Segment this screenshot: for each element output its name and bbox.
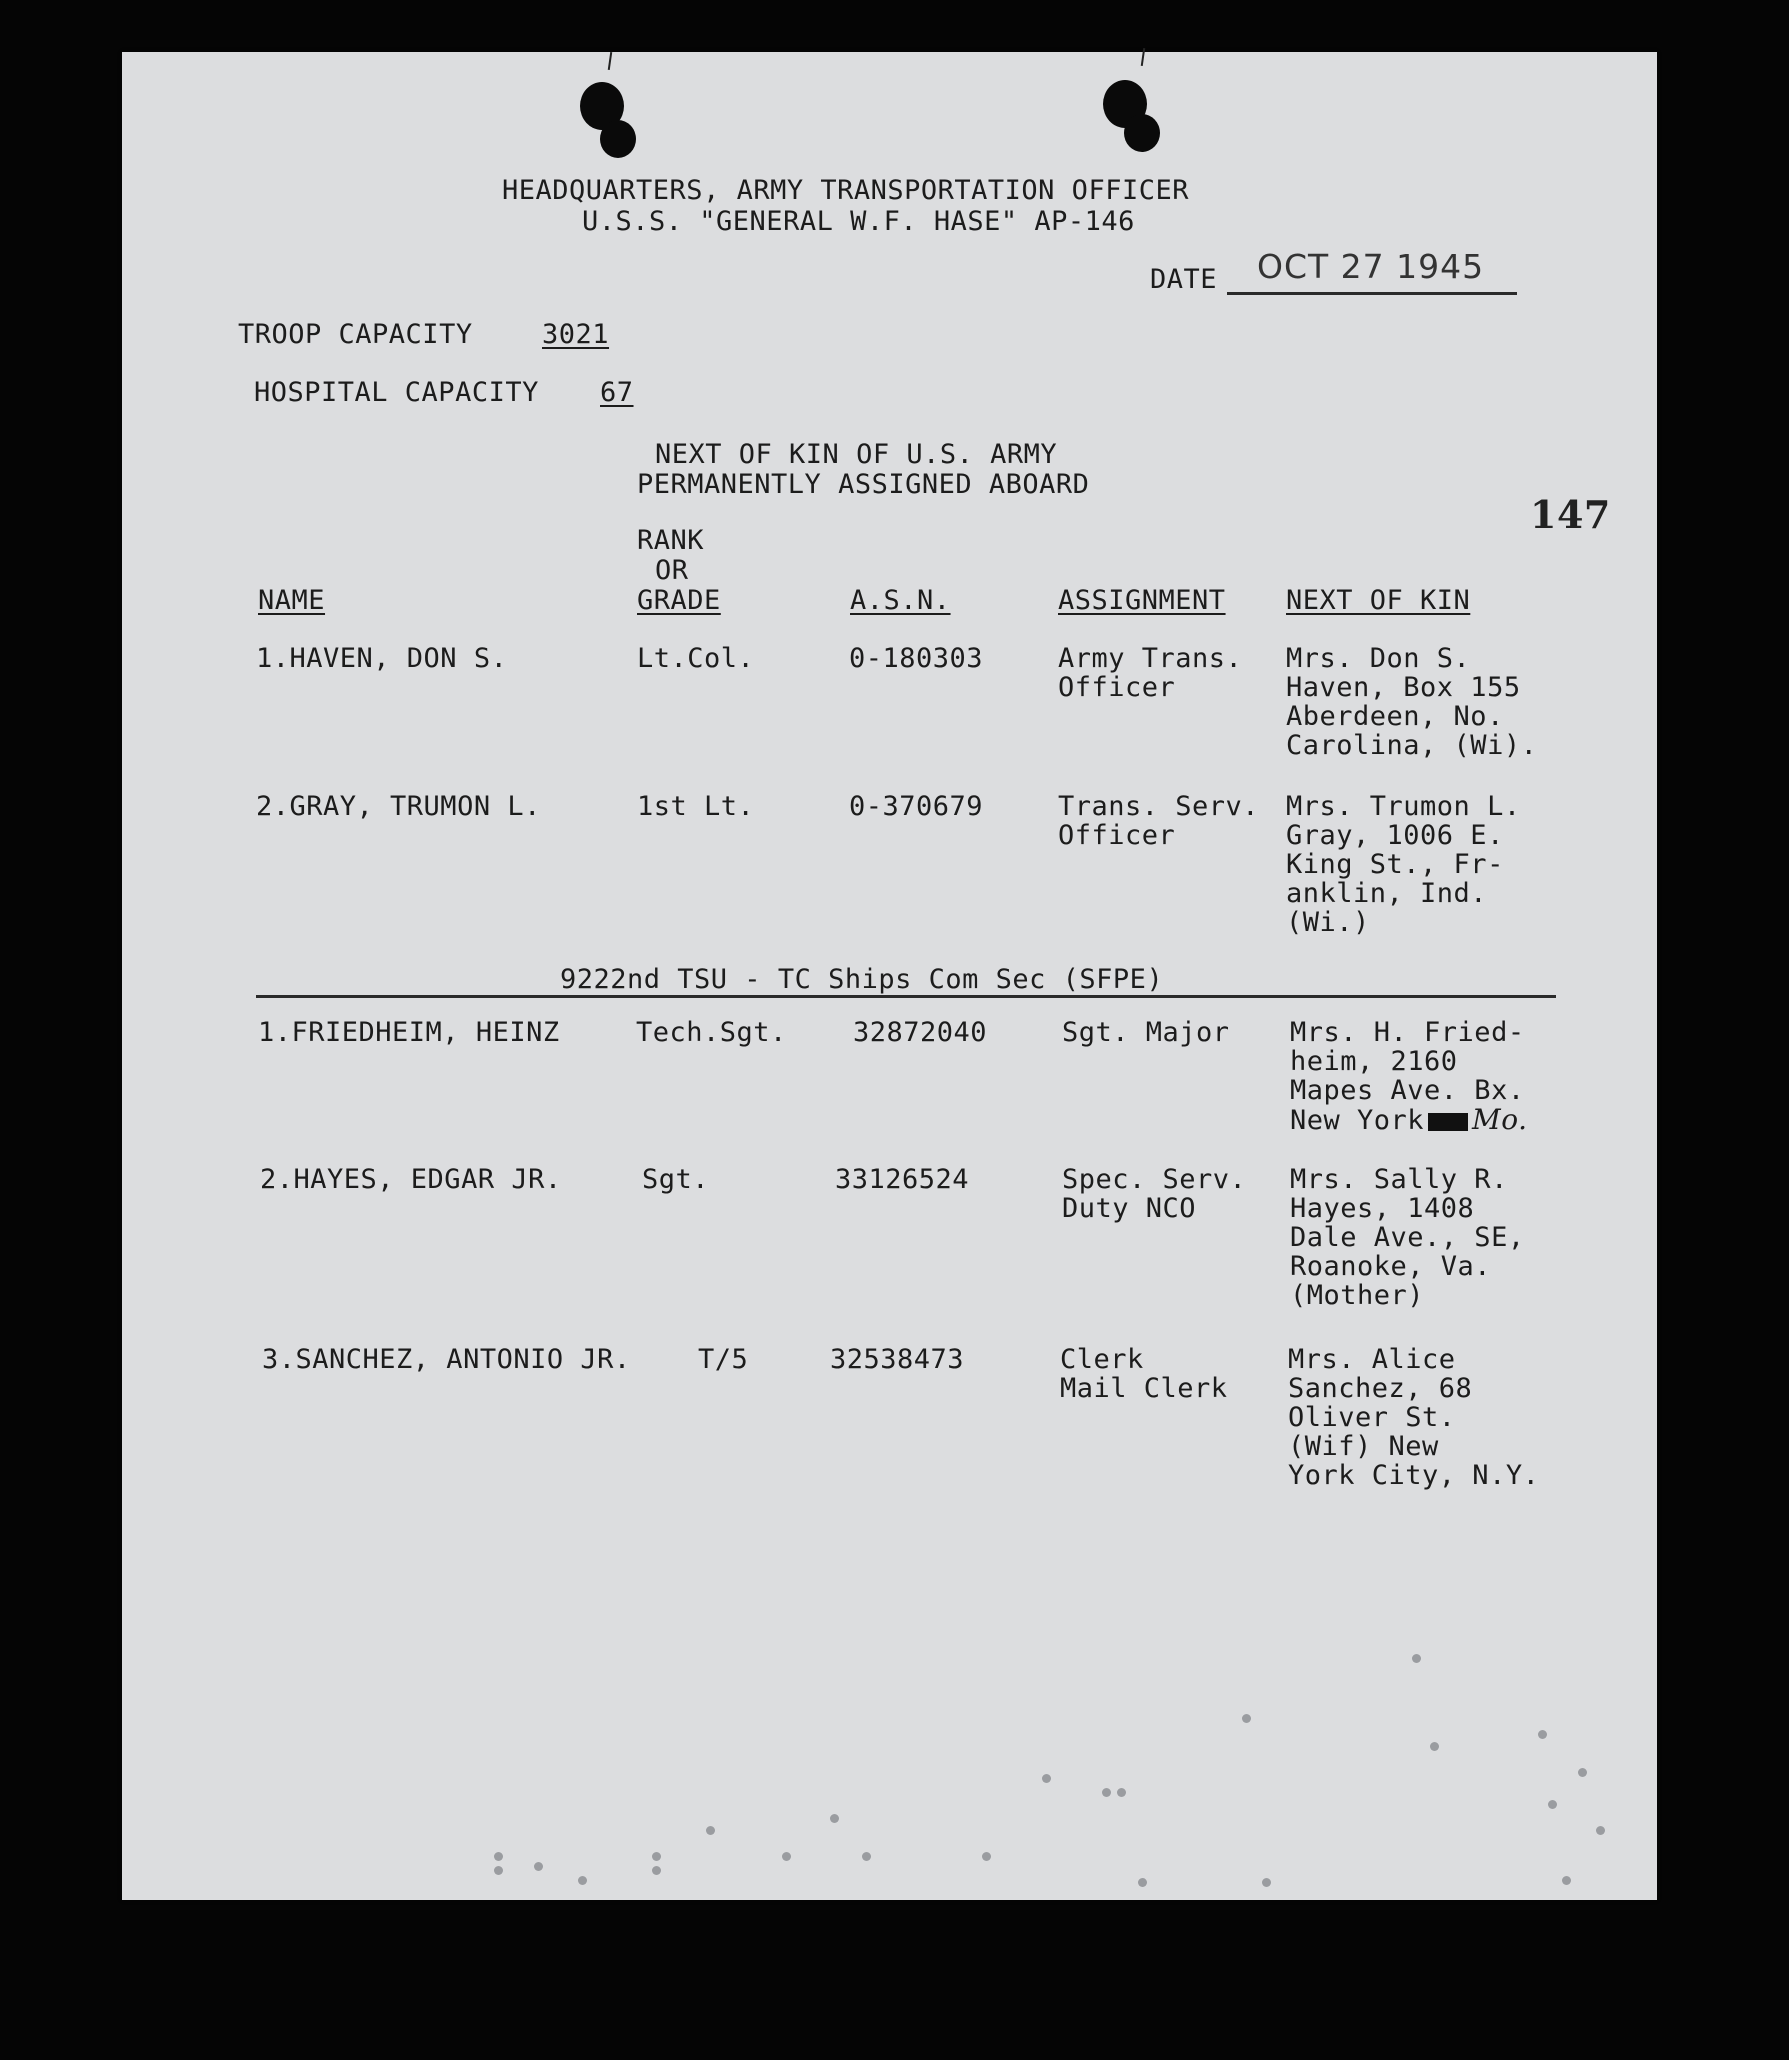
header-line-1: HEADQUARTERS, ARMY TRANSPORTATION OFFICER — [502, 175, 1189, 206]
kin-line: Oliver St. — [1288, 1402, 1456, 1433]
kin-line: Sanchez, 68 — [1288, 1373, 1473, 1404]
section-divider-label: 9222nd TSU - TC Ships Com Sec (SFPE) — [560, 964, 1164, 995]
assignment-line: Spec. Serv. — [1062, 1164, 1247, 1195]
col-name: NAME — [258, 585, 326, 616]
scan-speck — [830, 1814, 839, 1823]
scan-speck — [1262, 1878, 1271, 1887]
assignment-line: Duty NCO — [1062, 1193, 1197, 1224]
scan-speck — [1548, 1800, 1557, 1809]
row-next-of-kin — [1290, 1165, 1525, 1310]
kin-line: Gray, 1006 E. — [1286, 820, 1504, 851]
scan-speck — [652, 1866, 661, 1875]
row-asn: 0-370679 — [849, 791, 984, 822]
row-name: 1.HAVEN, DON S. — [256, 643, 508, 674]
scan-speck — [1412, 1654, 1421, 1663]
row-next-of-kin — [1290, 1018, 1527, 1135]
punch-hole — [1124, 114, 1160, 152]
row-assignment — [1062, 1165, 1246, 1223]
col-assignment: ASSIGNMENT — [1058, 585, 1226, 616]
kin-line: Hayes, 1408 — [1290, 1193, 1475, 1224]
assignment-line: Sgt. Major — [1062, 1017, 1230, 1048]
row-name: 2.GRAY, TRUMON L. — [256, 791, 541, 822]
scan-speck — [1596, 1826, 1605, 1835]
row-rank: Sgt. — [642, 1164, 710, 1195]
assignment-line: Army Trans. — [1058, 643, 1243, 674]
row-next-of-kin — [1286, 644, 1537, 760]
subtitle-line-1: NEXT OF KIN OF U.S. ARMY — [655, 439, 1058, 470]
row-assignment — [1058, 644, 1242, 702]
kin-line: Mrs. Sally R. — [1290, 1164, 1508, 1195]
row-name: 2.HAYES, EDGAR JR. — [260, 1164, 562, 1195]
assignment-line: Mail Clerk — [1060, 1373, 1228, 1404]
kin-line: anklin, Ind. — [1286, 878, 1488, 909]
scan-speck — [1242, 1714, 1251, 1723]
hospital-capacity-value: 67 — [600, 377, 634, 408]
scan-speck — [862, 1852, 871, 1861]
header-line-2: U.S.S. "GENERAL W.F. HASE" AP-146 — [582, 206, 1135, 237]
page-number: 147 — [1530, 492, 1611, 537]
scan-speck — [1117, 1788, 1126, 1797]
row-asn: 33126524 — [835, 1164, 970, 1195]
scan-speck — [534, 1862, 543, 1871]
document-page — [122, 52, 1657, 1900]
scan-speck — [982, 1852, 991, 1861]
kin-line: Dale Ave., SE, — [1290, 1222, 1525, 1253]
hospital-capacity-label: HOSPITAL CAPACITY — [254, 377, 539, 408]
scan-speck — [1562, 1876, 1571, 1885]
assignment-line: Trans. Serv. — [1058, 791, 1260, 822]
date-label: DATE — [1150, 264, 1218, 295]
kin-line: York City, N.Y. — [1288, 1460, 1540, 1491]
kin-line: Mapes Ave. Bx. — [1290, 1075, 1525, 1106]
row-rank: T/5 — [698, 1344, 749, 1375]
kin-line: heim, 2160 — [1290, 1046, 1458, 1077]
row-name: 3.SANCHEZ, ANTONIO JR. — [262, 1344, 631, 1375]
scan-speck — [1578, 1768, 1587, 1777]
row-rank: Tech.Sgt. — [636, 1017, 787, 1048]
row-rank: Lt.Col. — [637, 643, 755, 674]
handwritten-note: Mo. — [1472, 1103, 1528, 1136]
troop-capacity-label: TROOP CAPACITY — [238, 319, 473, 350]
col-asn: A.S.N. — [850, 585, 951, 616]
row-next-of-kin — [1288, 1345, 1539, 1490]
scan-speck — [706, 1826, 715, 1835]
row-assignment — [1058, 792, 1259, 850]
col-next-of-kin: NEXT OF KIN — [1286, 585, 1471, 616]
scan-speck — [494, 1866, 503, 1875]
section-divider-line — [256, 995, 1556, 998]
col-rank-line-2: OR — [655, 555, 689, 586]
kin-line: King St., Fr- — [1286, 849, 1504, 880]
kin-line: Mrs. H. Fried- — [1290, 1017, 1525, 1048]
scan-speck — [782, 1852, 791, 1861]
kin-line: Aberdeen, No. — [1286, 701, 1504, 732]
kin-line: Carolina, (Wi). — [1286, 730, 1538, 761]
binder-mark — [608, 52, 612, 70]
row-rank: 1st Lt. — [637, 791, 755, 822]
col-rank-line-1: RANK — [637, 525, 705, 556]
row-next-of-kin — [1286, 792, 1521, 937]
row-asn: 32872040 — [853, 1017, 988, 1048]
kin-line: Mrs. Trumon L. — [1286, 791, 1521, 822]
binder-mark — [1141, 48, 1145, 66]
punch-hole — [600, 120, 636, 158]
row-asn: 0-180303 — [849, 643, 984, 674]
kin-line: (Wif) New — [1288, 1431, 1439, 1462]
row-asn: 32538473 — [830, 1344, 965, 1375]
scan-speck — [1430, 1742, 1439, 1751]
scan-speck — [1138, 1878, 1147, 1887]
date-stamp: OCT 27 1945 — [1257, 247, 1485, 286]
scan-speck — [1042, 1774, 1051, 1783]
col-rank-line-3: GRADE — [637, 585, 721, 616]
scan-speck — [1102, 1788, 1111, 1797]
kin-line: Mrs. Alice — [1288, 1344, 1456, 1375]
kin-line: Roanoke, Va. — [1290, 1251, 1492, 1282]
scan-speck — [1538, 1730, 1547, 1739]
scan-speck — [652, 1852, 661, 1861]
kin-line: (Wi.) — [1286, 907, 1370, 938]
scan-speck — [494, 1852, 503, 1861]
row-assignment — [1062, 1018, 1230, 1047]
assignment-line: Clerk — [1060, 1344, 1144, 1375]
kin-line-text: New York — [1290, 1105, 1425, 1136]
kin-line: Haven, Box 155 — [1286, 672, 1521, 703]
assignment-line: Officer — [1058, 820, 1176, 851]
scan-speck — [578, 1876, 587, 1885]
redaction-mark — [1428, 1113, 1468, 1131]
date-underline — [1227, 292, 1517, 295]
kin-line: Mrs. Don S. — [1286, 643, 1471, 674]
subtitle-line-2: PERMANENTLY ASSIGNED ABOARD — [637, 469, 1090, 500]
kin-line: (Mother) — [1290, 1280, 1425, 1311]
kin-line — [1290, 1105, 1527, 1135]
troop-capacity-value: 3021 — [542, 319, 610, 350]
row-name: 1.FRIEDHEIM, HEINZ — [258, 1017, 560, 1048]
assignment-line: Officer — [1058, 672, 1176, 703]
row-assignment — [1060, 1345, 1228, 1403]
